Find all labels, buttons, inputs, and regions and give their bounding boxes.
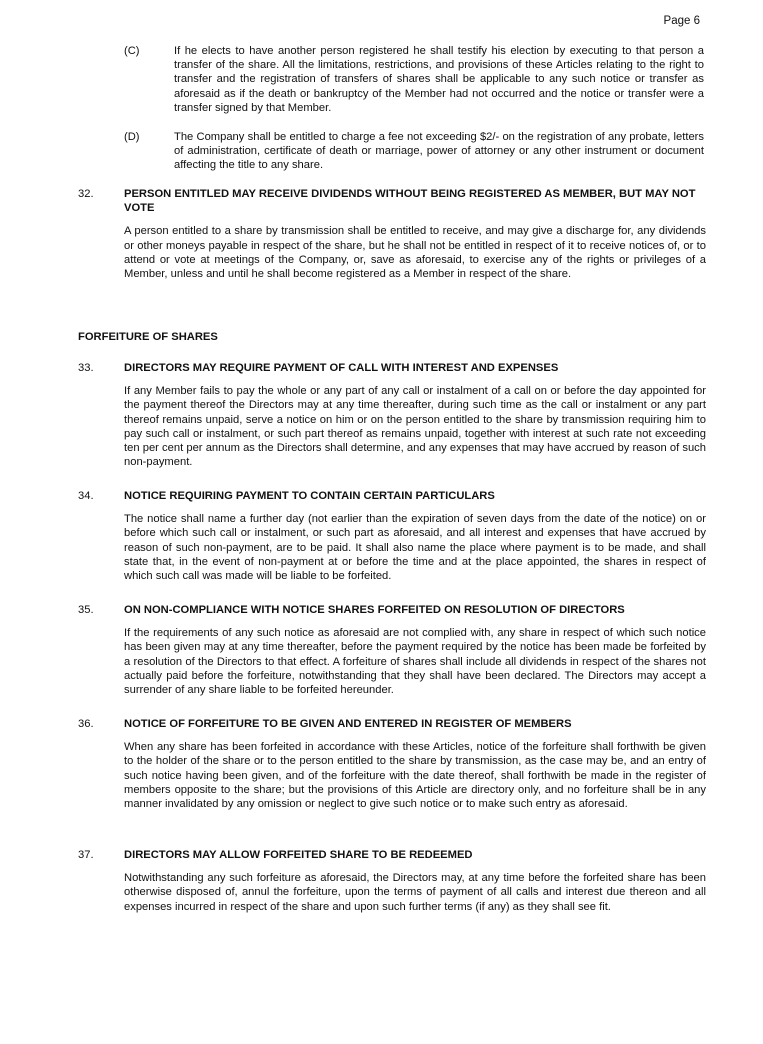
page-number: Page 6: [663, 15, 700, 27]
article-number: 35.: [78, 604, 94, 616]
article-37: [78, 848, 706, 914]
article-number: 32.: [78, 188, 94, 200]
article-number: 34.: [78, 490, 94, 502]
subparagraph-c: [124, 44, 704, 115]
article-heading: PERSON ENTITLED MAY RECEIVE DIVIDENDS WITHOUT BEING REGISTERED AS MEMBER, BUT MAY NOT VOTE: [124, 188, 696, 215]
article-body: If any Member fails to pay the whole or any part of any call or instalment of a call on or before the day appointed for the payment thereof the Directors may at any time thereafter, during such time as the call or instalment or any part thereof remains unpaid, serve a notice on him or on the person entitled to the share by transmission requiring him to pay such call or instalment, or such part thereof as remains unpaid, together with interest at such rate not exceeding ten per cent per annum as the Directors shall determine, and any expenses that may have accrued by reason of such non-payment.: [124, 385, 706, 469]
article-number: 33.: [78, 362, 94, 374]
article-number: 36.: [78, 718, 94, 730]
subparagraph-label: (C): [124, 45, 140, 57]
article-body: A person entitled to a share by transmission shall be entitled to receive, and may give a discharge for, any dividends or other moneys payable in respect of the share, but he shall not be entitled in respect of it to receive notices of, or to attend or vote at meetings of the Company, or, save as aforesaid, to exercise any of the rights or privileges of a Member, unless and until he shall become registered as a Member in respect of the share.: [124, 225, 706, 281]
subparagraph-text: If he elects to have another person registered he shall testify his election by executing to that person a transfer of the share. All the limitations, restrictions, and provisions of these Articles relating to the right to transfer and the registration of transfers of shares shall be applicable to any such notice or transfer as aforesaid as if the death or bankruptcy of the Member had not occurred and the notice or transfer were a transfer signed by that Member.: [174, 45, 704, 114]
article-body: If the requirements of any such notice as aforesaid are not complied with, any share in respect of which such notice has been given may at any time thereafter, before the payment required by the notice has been made be forfeited by a resolution of the Directors to that effect. A forfeiture of shares shall include all dividends in respect of the shares not actually paid before the forfeiture, notwithstanding that they shall have been declared. The Directors may accept a surrender of any share liable to be forfeited hereunder.: [124, 627, 706, 697]
article-33: [78, 361, 706, 469]
article-heading: NOTICE REQUIRING PAYMENT TO CONTAIN CERTAIN PARTICULARS: [124, 490, 495, 502]
article-body: Notwithstanding any such forfeiture as aforesaid, the Directors may, at any time before the forfeited share has been otherwise disposed of, annul the forfeiture, upon the terms of payment of all calls and interest due thereon and all expenses incurred in respect of the share and upon such further terms (if any) as they shall see fit.: [124, 872, 706, 913]
article-35: [78, 603, 706, 697]
article-32: [78, 187, 706, 281]
article-34: [78, 489, 706, 583]
subparagraph-label: (D): [124, 131, 140, 143]
article-heading: ON NON-COMPLIANCE WITH NOTICE SHARES FORFEITED ON RESOLUTION OF DIRECTORS: [124, 604, 625, 616]
article-36: [78, 717, 706, 811]
article-body: When any share has been forfeited in accordance with these Articles, notice of the forfeiture shall forthwith be given to the holder of the share or to the person entitled to the share by transmission, as the case may be, and an entry of such notice having been given, and of the forfeiture with the date thereof, shall forthwith be made in the register of members opposite to the share; but the provisions of this Article are directory only, and no forfeiture shall be in any manner invalidated by any omission or neglect to give such notice or to make such entry as aforesaid.: [124, 741, 706, 811]
article-body: The notice shall name a further day (not earlier than the expiration of seven days from the date of the notice) on or before which such call or instalment, or such part as aforesaid, and all interest and expenses that have accrued by reason of such non-payment, are to be paid. It shall also name the place where payment is to be made, and shall state that, in the event of non-payment at or before the time and at the place appointed, the shares in respect of which such call was made will be liable to be forfeited.: [124, 513, 706, 583]
section-title: FORFEITURE OF SHARES: [78, 331, 218, 343]
subparagraph-d: [124, 130, 704, 173]
subparagraph-text: The Company shall be entitled to charge a fee not exceeding $2/- on the registration of any probate, letters of administration, certificate of death or marriage, power of attorney or any other instrument or document affecting the title to any share.: [174, 131, 704, 172]
article-heading: NOTICE OF FORFEITURE TO BE GIVEN AND ENTERED IN REGISTER OF MEMBERS: [124, 718, 572, 730]
article-heading: DIRECTORS MAY REQUIRE PAYMENT OF CALL WITH INTEREST AND EXPENSES: [124, 362, 559, 374]
article-number: 37.: [78, 849, 94, 861]
article-heading: DIRECTORS MAY ALLOW FORFEITED SHARE TO BE REDEEMED: [124, 849, 473, 861]
